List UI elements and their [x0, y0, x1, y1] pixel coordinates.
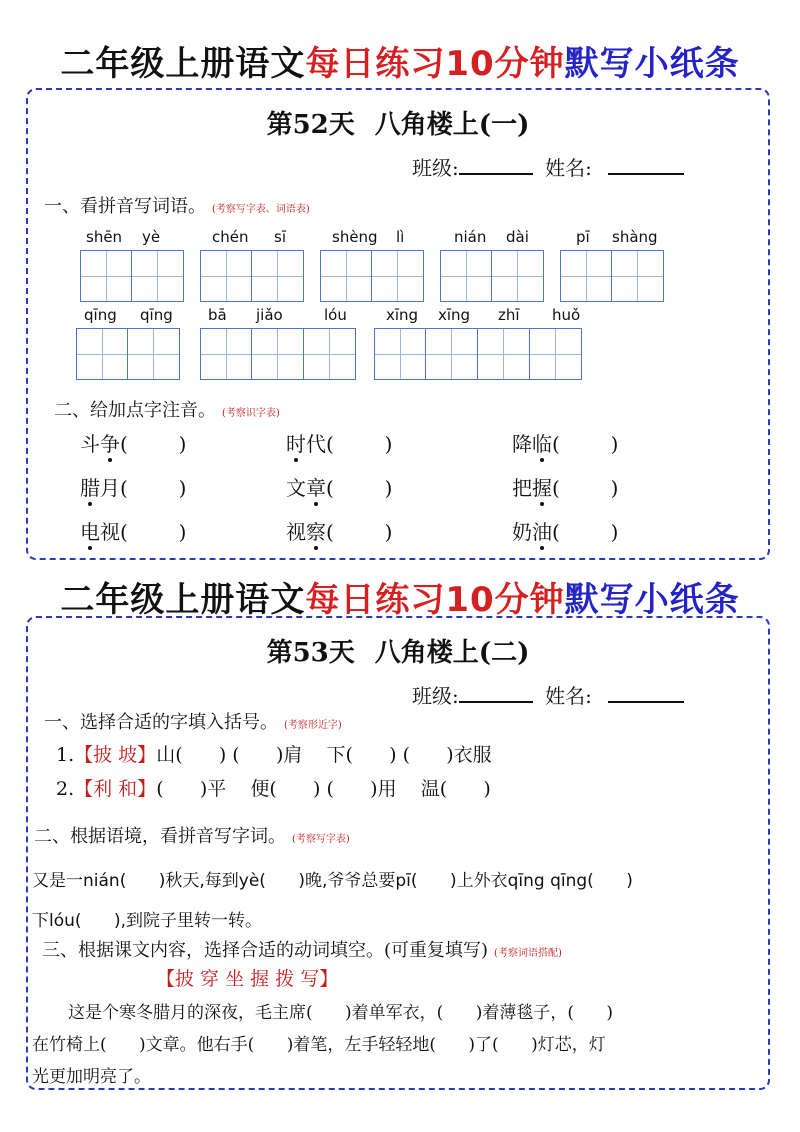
passage-line[interactable]: 光更加明亮了。	[32, 1067, 151, 1087]
section-title: 一、选择合适的字填入括号。 (考察形近字)	[44, 712, 342, 733]
pinyin-label: shèng	[332, 228, 378, 246]
name-blank[interactable]	[608, 155, 684, 175]
worksheet-title-2: 二年级上册语文每日练习10分钟默写小纸条	[60, 580, 740, 620]
pinyin-label: xīng	[386, 306, 419, 324]
writing-cell[interactable]	[128, 328, 180, 380]
pinyin-label: zhī	[498, 306, 520, 324]
question-1: 1.【披 坡】山( ) ( )肩 下( ) ( )衣服	[56, 744, 492, 766]
pinyin-label: pī	[576, 228, 590, 246]
sheet-day52	[26, 88, 770, 560]
verb-choices: 【披 穿 坐 握 拨 写】	[156, 968, 339, 990]
pinyin-label: shàng	[612, 228, 658, 246]
day-heading: 第53天 八角楼上(二)	[266, 638, 530, 668]
pinyin-label: shēn	[86, 228, 123, 246]
section-title: 三、根据课文内容，选择合适的动词填空。(可重复填写) (考察词语搭配)	[42, 940, 562, 961]
writing-cell[interactable]	[252, 328, 304, 380]
annotation-word[interactable]: 电视( )	[80, 516, 186, 545]
annotation-word[interactable]: 视察( )	[286, 516, 392, 545]
annotation-word[interactable]: 腊月( )	[80, 472, 186, 501]
pinyin-label: lì	[396, 228, 405, 246]
class-name-line: 班级: 姓名:	[412, 680, 684, 709]
writing-cell[interactable]	[530, 328, 582, 380]
pinyin-label: qīng	[84, 306, 117, 324]
pinyin-label: jiǎo	[256, 306, 283, 324]
writing-cell[interactable]	[76, 328, 128, 380]
class-blank[interactable]	[459, 155, 533, 175]
passage-line[interactable]: 这是个寒冬腊月的深夜，毛主席( )着单军衣，( )着薄毯子，( )	[68, 1003, 614, 1023]
question-2: 2.【利 和】( )平 便( ) ( )用 温( )	[56, 778, 491, 800]
writing-cell[interactable]	[200, 328, 252, 380]
day-heading: 第52天 八角楼上(一)	[266, 110, 530, 140]
annotation-word[interactable]: 斗争( )	[80, 428, 186, 457]
section-title: 二、给加点字注音。 (考察识字表)	[54, 400, 280, 421]
writing-cell[interactable]	[478, 328, 530, 380]
writing-cell[interactable]	[612, 250, 664, 302]
class-name-line: 班级: 姓名:	[412, 152, 684, 181]
pinyin-label: huǒ	[552, 306, 581, 324]
section-title: 二、根据语境，看拼音写字词。 (考察写字表)	[34, 826, 350, 847]
writing-cell[interactable]	[560, 250, 612, 302]
class-blank[interactable]	[459, 683, 533, 703]
writing-cell[interactable]	[304, 328, 356, 380]
annotation-word[interactable]: 奶油( )	[512, 516, 618, 545]
pinyin-label: qīng	[140, 306, 173, 324]
pinyin-label: xīng	[438, 306, 471, 324]
pinyin-label: bā	[208, 306, 227, 324]
writing-cell[interactable]	[320, 250, 372, 302]
passage-line[interactable]: 在竹椅上( )文章。他右手( )着笔，左手轻轻地( )了( )灯芯，灯	[32, 1035, 606, 1055]
pinyin-label: dài	[506, 228, 529, 246]
annotation-word[interactable]: 时代( )	[286, 428, 392, 457]
annotation-word[interactable]: 把握( )	[512, 472, 618, 501]
pinyin-label: chén	[212, 228, 249, 246]
writing-cell[interactable]	[80, 250, 132, 302]
pinyin-label: sī	[274, 228, 286, 246]
writing-cell[interactable]	[200, 250, 252, 302]
annotation-word[interactable]: 降临( )	[512, 428, 618, 457]
pinyin-label: nián	[454, 228, 487, 246]
pinyin-label: yè	[142, 228, 161, 246]
annotation-word[interactable]: 文章( )	[286, 472, 392, 501]
pinyin-label: lóu	[324, 306, 347, 324]
writing-cell[interactable]	[440, 250, 492, 302]
name-blank[interactable]	[608, 683, 684, 703]
section-title: 一、看拼音写词语。 (考察写字表、词语表)	[44, 196, 310, 217]
context-line[interactable]: 又是一nián( )秋天,每到yè( )晚,爷爷总要pī( )上外衣qīng qīng( )	[32, 871, 633, 891]
writing-cell[interactable]	[374, 328, 426, 380]
writing-cell[interactable]	[426, 328, 478, 380]
writing-cell[interactable]	[252, 250, 304, 302]
writing-cell[interactable]	[372, 250, 424, 302]
writing-cell[interactable]	[492, 250, 544, 302]
context-line[interactable]: 下lóu( ),到院子里转一转。	[32, 911, 262, 931]
sheet-day53	[26, 616, 770, 1090]
worksheet-title-1: 二年级上册语文每日练习10分钟默写小纸条	[60, 44, 740, 84]
writing-cell[interactable]	[132, 250, 184, 302]
